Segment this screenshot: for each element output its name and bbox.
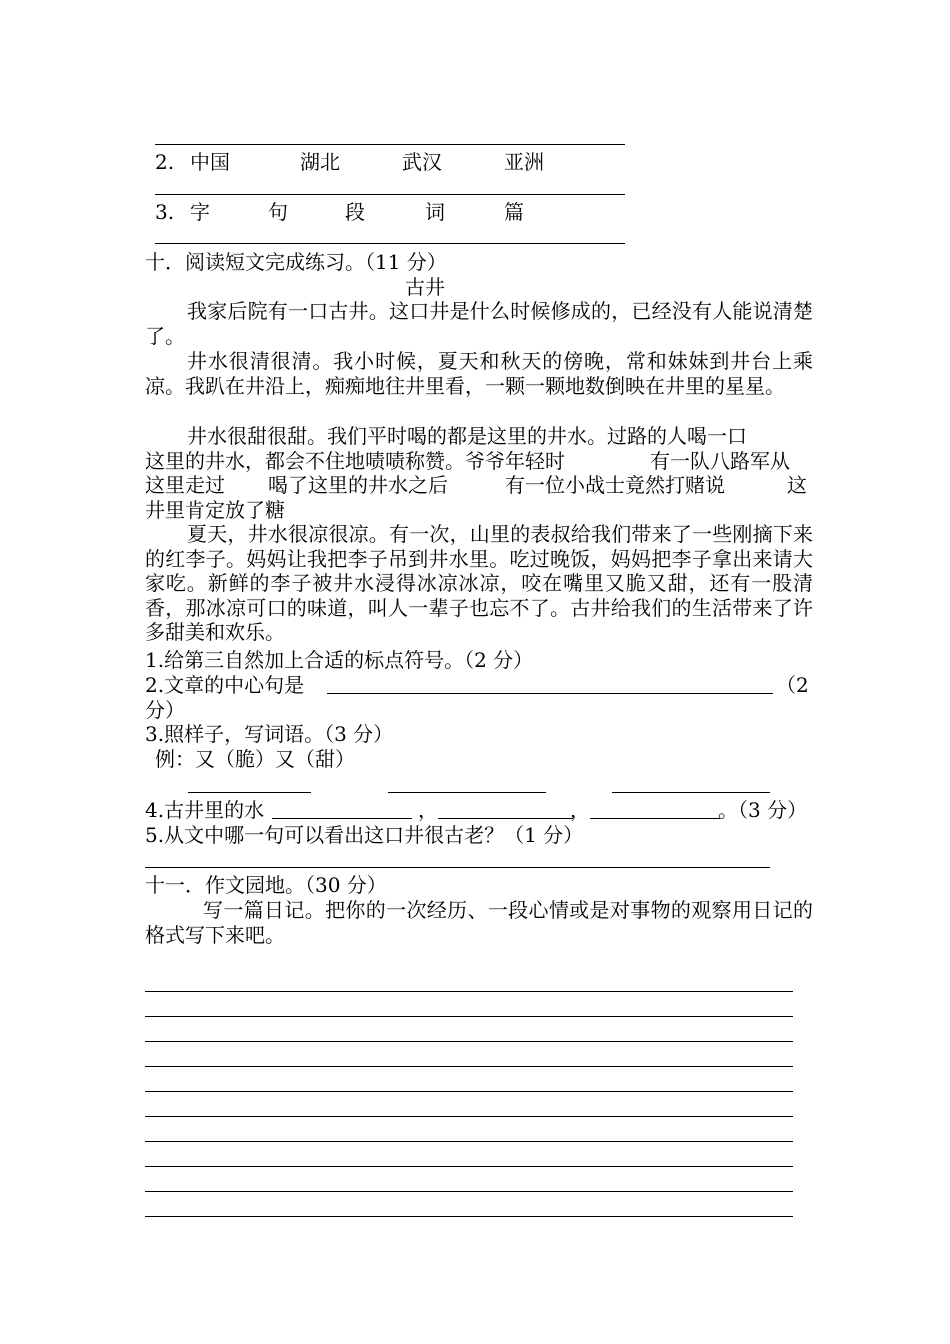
story-paragraph-1: 我家后院有一口古井。这口井是什么时候修成的，已经没有人能说清楚了。 xyxy=(145,299,813,348)
group-row-3-word-2: 句 xyxy=(268,200,288,224)
story-paragraph-3-line-4: 井里肯定放了糖 xyxy=(145,498,285,522)
story-paragraph-3-line-2a: 这里的井水，都会不住地啧啧称赞。爷爷年轻时 xyxy=(145,449,565,473)
writing-line[interactable] xyxy=(145,1066,793,1067)
writing-line[interactable] xyxy=(145,1191,793,1192)
section-10-heading: 十．阅读短文完成练习。（11 分） xyxy=(145,250,447,274)
writing-line[interactable] xyxy=(145,991,793,992)
writing-line[interactable] xyxy=(145,1041,793,1042)
group-row-2-word-2: 湖北 xyxy=(300,150,340,174)
question-2-answer-line[interactable] xyxy=(327,693,773,694)
group-row-2-word-1: 中国 xyxy=(190,150,230,174)
story-paragraph-4: 夏天，井水很凉很凉。有一次，山里的表叔给我们带来了一些刚摘下来的红李子。妈妈让我把李子吊到井水里。吃过晚饭，妈妈把李子拿出来请大家吃。新鲜的李子被井水浸得冰凉冰凉，咬在嘴里又脆又甜，还有一股清香，那冰凉可口的味道，叫人一辈子也忘不了。古井给我们的生活带来了许多甜美和欢乐。 xyxy=(145,522,813,645)
section-11-heading: 十一．作文园地。（30 分） xyxy=(145,873,387,897)
group-row-3-word-5: 篇 xyxy=(504,200,524,224)
question-3-blank-2[interactable] xyxy=(388,792,546,793)
question-3-blank-1[interactable] xyxy=(188,792,311,793)
writing-line[interactable] xyxy=(145,1166,793,1167)
story-title: 古井 xyxy=(405,275,445,299)
story-paragraph-3-line-2b: 有一队八路军从 xyxy=(650,449,790,473)
writing-line[interactable] xyxy=(145,1091,793,1092)
question-4-prefix: 4.古井里的水 xyxy=(145,798,265,822)
question-3-blank-3[interactable] xyxy=(612,792,770,793)
writing-line[interactable] xyxy=(145,1141,793,1142)
story-paragraph-2: 井水很清很清。我小时候，夏天和秋天的傍晚，常和妹妹到井台上乘凉。我趴在井沿上，痴痴地往井里看，一颗一颗地数倒映在井里的星星。 xyxy=(145,349,813,398)
answer-line-1[interactable] xyxy=(155,144,625,145)
group-row-2-word-4: 亚洲 xyxy=(504,150,544,174)
question-5-answer-line[interactable] xyxy=(145,867,770,868)
question-2-prefix: 2.文章的中心句是 xyxy=(145,673,305,697)
answer-line-2[interactable] xyxy=(155,194,625,195)
group-row-3-word-1: 字 xyxy=(190,200,210,224)
answer-line-3[interactable] xyxy=(155,243,625,244)
story-paragraph-3-line-3d: 这 xyxy=(787,473,807,497)
question-4-comma-2: ， xyxy=(570,798,590,822)
question-5: 5.从文中哪一句可以看出这口井很古老？（1 分） xyxy=(145,823,584,847)
writing-line[interactable] xyxy=(145,1216,793,1217)
question-3-example: 例：又（脆）又（甜） xyxy=(155,747,355,771)
question-4-comma-1: ， xyxy=(418,798,438,822)
story-paragraph-3-line-3c: 有一位小战士竟然打赌说 xyxy=(505,473,725,497)
writing-line[interactable] xyxy=(145,1016,793,1017)
question-1: 1.给第三自然加上合适的标点符号。（2 分） xyxy=(145,648,534,672)
group-row-2-word-3: 武汉 xyxy=(402,150,442,174)
story-paragraph-3-line-1: 井水很甜很甜。我们平时喝的都是这里的井水。过路的人喝一口 xyxy=(187,424,747,448)
group-row-3-word-3: 段 xyxy=(345,200,365,224)
story-paragraph-3-line-3b: 喝了这里的井水之后 xyxy=(268,473,448,497)
question-4-suffix: 。（3 分） xyxy=(718,798,808,822)
question-3: 3.照样子，写词语。（3 分） xyxy=(145,722,394,746)
group-row-3-word-4: 词 xyxy=(425,200,445,224)
question-2-suffix: （2 xyxy=(776,673,809,697)
writing-line[interactable] xyxy=(145,1116,793,1117)
question-4-blank-3[interactable] xyxy=(590,818,720,819)
question-4-blank-2[interactable] xyxy=(438,818,573,819)
question-4-blank-1[interactable] xyxy=(272,818,412,819)
composition-prompt: 写一篇日记。把你的一次经历、一段心情或是对事物的观察用日记的格式写下来吧。 xyxy=(145,898,813,947)
group-row-2-number: 2. xyxy=(155,150,175,174)
story-paragraph-3-line-3a: 这里走过 xyxy=(145,473,225,497)
question-2-suffix-cont: 分） xyxy=(145,698,185,722)
group-row-3-number: 3. xyxy=(155,200,175,224)
